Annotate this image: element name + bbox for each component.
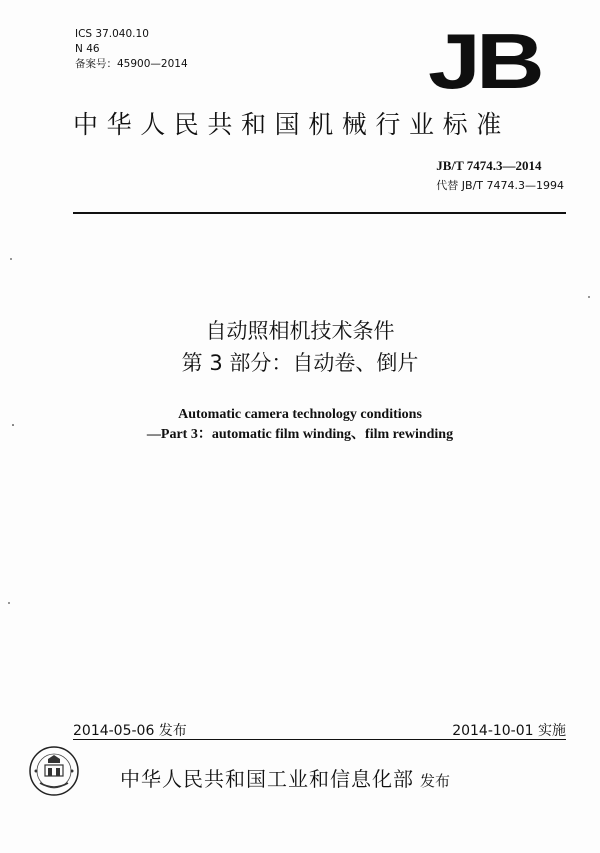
scan-speck: [8, 602, 10, 604]
ministry-seal-icon: [28, 745, 80, 797]
classification-block: [75, 27, 188, 72]
english-title: [0, 405, 600, 445]
scan-speck: [12, 424, 14, 426]
chinese-title-line-2: 第 3 部分：自动卷、倒片: [181, 351, 419, 375]
ics-code: ICS 37.040.10: [75, 28, 149, 40]
standard-category-title: 中华人民共和国机械行业标准: [73, 110, 510, 139]
issuer-suffix: 发布: [420, 772, 451, 790]
header-divider: [73, 212, 566, 214]
issue-date: 2014-05-06 发布: [73, 723, 187, 739]
standard-number-block: [436, 158, 564, 193]
replaces-standard: 代替 JB/T 7474.3—1994: [436, 179, 564, 192]
english-title-line-1: Automatic camera technology conditions: [178, 407, 422, 422]
scan-speck: [10, 258, 12, 260]
record-number: 备案号：45900—2014: [75, 58, 188, 70]
issuer-name: 中华人民共和国工业和信息化部: [120, 767, 414, 791]
chinese-title-line-1: 自动照相机技术条件: [205, 319, 395, 343]
english-title-line-2: —Part 3：automatic film winding、film rewinding: [146, 427, 454, 442]
jb-logo: JB: [428, 17, 540, 105]
implementation-date: 2014-10-01 实施: [452, 723, 566, 739]
standard-number: JB/T 7474.3—2014: [436, 158, 542, 173]
scan-speck: [588, 296, 590, 298]
chinese-title: [0, 315, 600, 379]
footer-divider: [73, 739, 566, 740]
issuing-authority: [120, 763, 450, 792]
classification-code: N 46: [75, 43, 100, 55]
